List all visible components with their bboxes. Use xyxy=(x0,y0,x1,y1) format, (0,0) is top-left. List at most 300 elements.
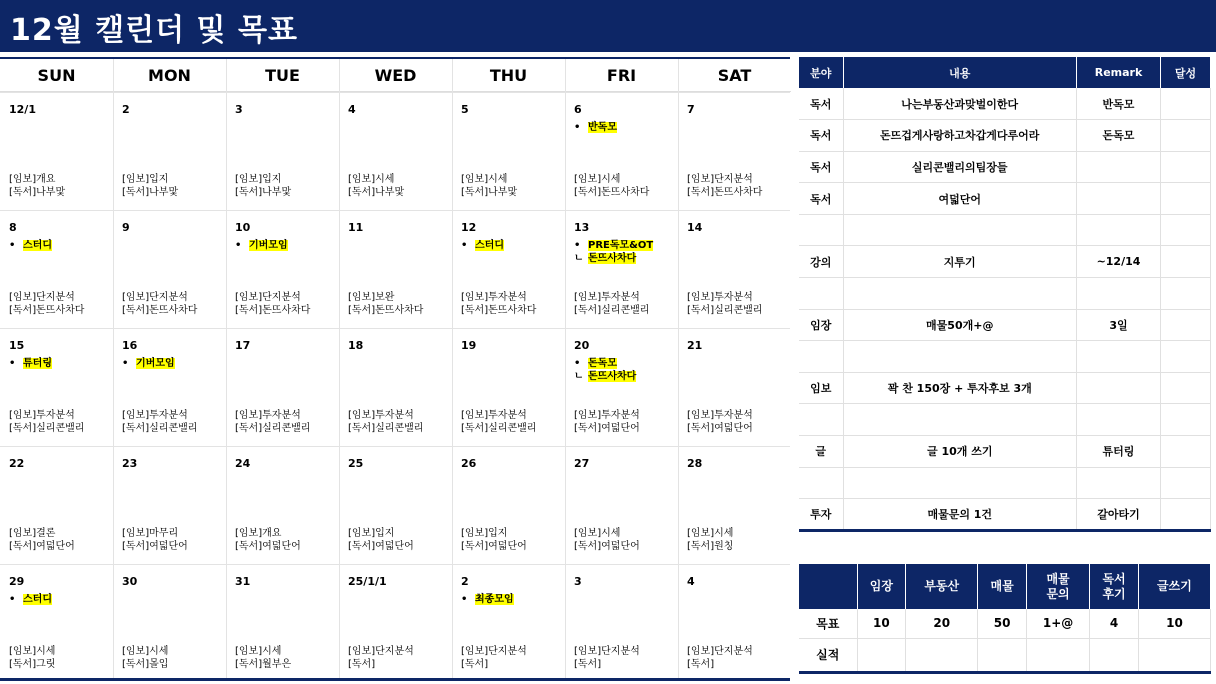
day-plan xyxy=(574,173,649,199)
calendar-day-cell[interactable] xyxy=(113,328,226,446)
achievement-cell[interactable] xyxy=(1161,246,1211,278)
goal-header-cell: 분야 xyxy=(799,57,843,88)
calendar-day-cell[interactable] xyxy=(226,564,339,682)
goal-table xyxy=(799,57,1211,532)
day-plan xyxy=(122,527,188,553)
day-number: 6 xyxy=(574,103,582,116)
plan-imbo: [임보]개요 xyxy=(9,174,56,185)
event-item xyxy=(9,590,52,605)
calendar-day-cell[interactable] xyxy=(452,446,565,564)
day-number: 11 xyxy=(348,221,364,234)
event-label: 스터디 xyxy=(23,240,52,251)
calendar-day-cell[interactable] xyxy=(339,564,452,682)
calendar-day-cell[interactable] xyxy=(565,446,678,564)
plan-reading: [독서]몰입 xyxy=(122,659,169,670)
plan-imbo: [임보]시세 xyxy=(348,174,395,185)
day-number: 21 xyxy=(687,339,703,352)
event-item xyxy=(9,354,52,369)
target-cell: 10 xyxy=(1138,609,1210,638)
plan-imbo: [임보]단지분석 xyxy=(574,646,640,657)
day-plan xyxy=(461,291,536,317)
event-item xyxy=(235,236,288,251)
event-bullet: • xyxy=(9,594,16,605)
target-cell: 1+@ xyxy=(1026,609,1089,638)
plan-reading: [독서] xyxy=(574,659,602,670)
plan-reading: [독서]월부은 xyxy=(235,659,292,670)
event-item xyxy=(574,249,636,264)
goal-header-cell: 내용 xyxy=(843,57,1077,88)
goal-row xyxy=(799,278,1211,310)
goal-cell xyxy=(1077,214,1161,246)
achievement-cell[interactable] xyxy=(1161,183,1211,215)
plan-imbo: [임보]투자분석 xyxy=(348,410,414,421)
calendar-day-cell[interactable] xyxy=(226,328,339,446)
plan-reading: [독서] xyxy=(687,659,715,670)
calendar-day-cell[interactable] xyxy=(226,92,339,210)
achievement-cell[interactable] xyxy=(1161,467,1211,499)
day-plan xyxy=(574,645,640,671)
plan-reading: [독서]여덟단어 xyxy=(348,541,414,552)
day-number: 20 xyxy=(574,339,590,352)
goal-cell: 독서 xyxy=(799,88,843,120)
calendar-day-cell[interactable] xyxy=(565,564,678,682)
day-number: 3 xyxy=(574,575,582,588)
goal-row xyxy=(799,214,1211,246)
goal-cell xyxy=(1077,467,1161,499)
plan-imbo: [임보]단지분석 xyxy=(348,646,414,657)
calendar-day-cell[interactable] xyxy=(678,446,791,564)
goal-cell xyxy=(799,404,843,436)
day-number: 25 xyxy=(348,457,364,470)
plan-reading: [독서]여덟단어 xyxy=(574,423,640,434)
goal-cell xyxy=(843,214,1077,246)
goal-row xyxy=(799,499,1211,531)
day-header-fri: FRI xyxy=(565,59,678,92)
achievement-cell[interactable] xyxy=(1161,341,1211,373)
goal-cell: 매물50개+@ xyxy=(843,309,1077,341)
day-number: 4 xyxy=(687,575,695,588)
plan-imbo: [임보]입지 xyxy=(122,174,169,185)
target-cell[interactable] xyxy=(1138,638,1210,672)
event-item xyxy=(574,367,636,382)
plan-reading: [독서]실리콘밸리 xyxy=(235,423,311,434)
plan-imbo: [임보]단지분석 xyxy=(687,646,753,657)
plan-reading: [독서]실리콘밸리 xyxy=(9,423,85,434)
plan-imbo: [임보]시세 xyxy=(687,528,734,539)
goal-cell xyxy=(1077,341,1161,373)
goal-cell: 투자 xyxy=(799,499,843,531)
goal-row xyxy=(799,246,1211,278)
goal-cell: 돈독모 xyxy=(1077,120,1161,152)
plan-reading: [독서]여덟단어 xyxy=(122,541,188,552)
plan-imbo: [임보]단지분석 xyxy=(687,174,753,185)
day-number: 9 xyxy=(122,221,130,234)
day-plan xyxy=(9,291,84,317)
plan-imbo: [임보]투자분석 xyxy=(574,292,640,303)
target-cell: 10 xyxy=(857,609,906,638)
plan-imbo: [임보]단지분석 xyxy=(9,292,75,303)
event-label: 최종모임 xyxy=(475,594,514,605)
day-number: 5 xyxy=(461,103,469,116)
plan-reading: [독서]여덟단어 xyxy=(9,541,75,552)
day-header-sat: SAT xyxy=(678,59,791,92)
target-row xyxy=(799,609,1211,638)
day-number: 28 xyxy=(687,457,703,470)
achievement-cell[interactable] xyxy=(1161,404,1211,436)
day-plan xyxy=(122,409,197,435)
plan-reading: [독서]원칭 xyxy=(687,541,734,552)
day-plan xyxy=(687,291,762,317)
plan-imbo: [임보]마무리 xyxy=(122,528,179,539)
plan-imbo: [임보]입지 xyxy=(348,528,395,539)
achievement-cell[interactable] xyxy=(1161,499,1211,531)
day-plan xyxy=(122,173,178,199)
achievement-cell[interactable] xyxy=(1161,309,1211,341)
calendar-day-cell[interactable] xyxy=(0,564,113,682)
day-number: 4 xyxy=(348,103,356,116)
day-plan xyxy=(687,527,733,553)
plan-imbo: [임보]투자분석 xyxy=(461,410,527,421)
calendar-day-cell[interactable] xyxy=(678,328,791,446)
day-number: 16 xyxy=(122,339,138,352)
day-number: 26 xyxy=(461,457,477,470)
target-cell[interactable] xyxy=(1026,638,1089,672)
day-plan xyxy=(574,527,640,553)
plan-reading: [독서]나부맟 xyxy=(235,187,292,198)
calendar-day-cell[interactable] xyxy=(565,210,678,328)
plan-imbo: [임보]투자분석 xyxy=(687,410,753,421)
plan-reading: [독서]실리콘밸리 xyxy=(461,423,537,434)
goal-cell: 글 xyxy=(799,436,843,468)
target-header-cell: 매물 xyxy=(978,564,1027,609)
goal-cell xyxy=(843,341,1077,373)
goal-row xyxy=(799,404,1211,436)
event-bullet: • xyxy=(122,358,129,369)
target-cell: 20 xyxy=(906,609,978,638)
goal-cell xyxy=(799,278,843,310)
plan-reading: [독서]돈뜨사차다 xyxy=(9,305,85,316)
calendar-day-cell[interactable] xyxy=(113,446,226,564)
calendar-day-cell[interactable] xyxy=(339,328,452,446)
event-label: 튜터링 xyxy=(23,358,52,369)
goal-cell: 매물문의 1건 xyxy=(843,499,1077,531)
plan-imbo: [임보]단지분석 xyxy=(235,292,301,303)
event-bullet: • xyxy=(574,122,581,133)
day-plan xyxy=(348,291,423,317)
event-bullet: • xyxy=(461,240,468,251)
day-number: 2 xyxy=(122,103,130,116)
goal-row xyxy=(799,436,1211,468)
goal-cell: 독서 xyxy=(799,151,843,183)
day-plan xyxy=(9,409,84,435)
plan-imbo: [임보]투자분석 xyxy=(687,292,753,303)
day-number: 18 xyxy=(348,339,364,352)
event-label: 반독모 xyxy=(588,122,617,133)
plan-imbo: [임보]투자분석 xyxy=(235,410,301,421)
plan-imbo: [임보]단지분석 xyxy=(461,646,527,657)
day-plan xyxy=(235,409,310,435)
day-number: 13 xyxy=(574,221,590,234)
event-bullet: • xyxy=(574,240,581,251)
day-number: 25/1/1 xyxy=(348,575,387,588)
day-number: 27 xyxy=(574,457,590,470)
plan-reading: [독서]나부맟 xyxy=(122,187,179,198)
day-plan xyxy=(235,173,291,199)
achievement-cell[interactable] xyxy=(1161,372,1211,404)
day-number: 30 xyxy=(122,575,138,588)
plan-reading: [독서]실리콘밸리 xyxy=(687,305,763,316)
day-header-tue: TUE xyxy=(226,59,339,92)
target-header-cell: 독서 후기 xyxy=(1090,564,1139,609)
goal-cell: 튜터링 xyxy=(1077,436,1161,468)
event-bullet: • xyxy=(461,594,468,605)
day-header-wed: WED xyxy=(339,59,452,92)
day-number: 31 xyxy=(235,575,251,588)
plan-reading: [독서]여덟단어 xyxy=(687,423,753,434)
achievement-cell[interactable] xyxy=(1161,436,1211,468)
plan-imbo: [임보]단지분석 xyxy=(122,292,188,303)
plan-reading: [독서] xyxy=(348,659,376,670)
achievement-cell[interactable] xyxy=(1161,214,1211,246)
day-plan xyxy=(235,527,301,553)
plan-imbo: [임보]시세 xyxy=(122,646,169,657)
target-header-cell: 부동산 xyxy=(906,564,978,609)
plan-reading: [독서]돈뜨사차다 xyxy=(235,305,311,316)
plan-reading: [독서]돈뜨사차다 xyxy=(461,305,537,316)
plan-reading: [독서] xyxy=(461,659,489,670)
goal-row xyxy=(799,183,1211,215)
target-cell[interactable] xyxy=(1090,638,1139,672)
day-plan xyxy=(461,645,527,671)
target-header-cell xyxy=(799,564,857,609)
calendar xyxy=(0,57,790,682)
target-header-row xyxy=(799,564,1211,609)
goal-cell: 임장 xyxy=(799,309,843,341)
calendar-day-cell[interactable] xyxy=(0,446,113,564)
goal-row xyxy=(799,88,1211,120)
event-bullet: • xyxy=(574,358,581,369)
day-number: 19 xyxy=(461,339,477,352)
day-number: 12/1 xyxy=(9,103,36,116)
day-plan xyxy=(122,291,197,317)
goal-row xyxy=(799,341,1211,373)
target-cell[interactable] xyxy=(857,638,906,672)
day-number: 8 xyxy=(9,221,17,234)
event-item xyxy=(122,354,175,369)
page-title: 12월 캘린더 및 목표 xyxy=(10,13,298,48)
event-label: 돈독모 xyxy=(588,358,617,369)
calendar-day-cell[interactable] xyxy=(565,92,678,210)
target-header-cell: 글쓰기 xyxy=(1138,564,1210,609)
goal-header-cell: 달성 xyxy=(1161,57,1211,88)
plan-reading: [독서]여덟단어 xyxy=(461,541,527,552)
calendar-day-cell[interactable] xyxy=(113,564,226,682)
calendar-day-cell[interactable] xyxy=(226,210,339,328)
day-plan xyxy=(687,645,753,671)
plan-reading: [독서]돈뜨사차다 xyxy=(348,305,424,316)
plan-imbo: [임보]투자분석 xyxy=(461,292,527,303)
plan-reading: [독서]나부맟 xyxy=(461,187,518,198)
target-table xyxy=(799,564,1211,674)
goal-cell: 지투기 xyxy=(843,246,1077,278)
day-number: 29 xyxy=(9,575,25,588)
day-plan xyxy=(348,173,404,199)
event-label: 스터디 xyxy=(23,594,52,605)
calendar-day-cell[interactable] xyxy=(0,92,113,210)
goal-cell: 임보 xyxy=(799,372,843,404)
plan-imbo: [임보]시세 xyxy=(9,646,56,657)
plan-reading: [독서]실리콘밸리 xyxy=(122,423,198,434)
plan-reading: [독서]돈뜨사차다 xyxy=(574,187,650,198)
plan-reading: [독서]나부맟 xyxy=(9,187,66,198)
goal-cell: 돈뜨겁게사랑하고차갑게다루어라 xyxy=(843,120,1077,152)
day-plan xyxy=(235,645,291,671)
plan-imbo: [임보]보완 xyxy=(348,292,395,303)
plan-imbo: [임보]결론 xyxy=(9,528,56,539)
goal-cell: 갈아타기 xyxy=(1077,499,1161,531)
goal-cell: 독서 xyxy=(799,183,843,215)
target-header-cell: 임장 xyxy=(857,564,906,609)
calendar-day-cell[interactable] xyxy=(113,92,226,210)
day-plan xyxy=(9,173,65,199)
goal-cell xyxy=(1077,183,1161,215)
event-label: 기버모임 xyxy=(249,240,288,251)
calendar-day-cell[interactable] xyxy=(678,210,791,328)
event-label: 기버모임 xyxy=(136,358,175,369)
goal-cell: 강의 xyxy=(799,246,843,278)
event-bullet: • xyxy=(9,240,16,251)
achievement-cell[interactable] xyxy=(1161,88,1211,120)
event-label: 스터디 xyxy=(475,240,504,251)
calendar-day-cell[interactable] xyxy=(339,446,452,564)
goal-row xyxy=(799,120,1211,152)
day-plan xyxy=(461,409,536,435)
plan-reading: [독서]여덟단어 xyxy=(235,541,301,552)
goal-row xyxy=(799,372,1211,404)
day-plan xyxy=(348,527,414,553)
event-item xyxy=(9,236,52,251)
goal-cell xyxy=(799,341,843,373)
plan-reading: [독서]실리콘밸리 xyxy=(574,305,650,316)
calendar-day-cell[interactable] xyxy=(0,328,113,446)
target-cell: 실적 xyxy=(799,638,857,672)
target-cell: 50 xyxy=(978,609,1027,638)
event-label: 돈뜨사차다 xyxy=(588,371,637,382)
day-number: 3 xyxy=(235,103,243,116)
goal-row xyxy=(799,467,1211,499)
plan-reading: [독서]실리콘밸리 xyxy=(348,423,424,434)
plan-imbo: [임보]입지 xyxy=(235,174,282,185)
goal-cell xyxy=(1077,278,1161,310)
plan-reading: [독서]돈뜨사차다 xyxy=(687,187,763,198)
goal-cell: 3일 xyxy=(1077,309,1161,341)
day-number: 2 xyxy=(461,575,469,588)
goal-cell: 실리콘밸리의팀장들 xyxy=(843,151,1077,183)
day-number: 14 xyxy=(687,221,703,234)
day-plan xyxy=(687,173,762,199)
calendar-day-cell[interactable] xyxy=(339,210,452,328)
target-header-cell: 매물 문의 xyxy=(1026,564,1089,609)
goal-row xyxy=(799,309,1211,341)
event-item xyxy=(461,236,504,251)
plan-imbo: [임보]입지 xyxy=(461,528,508,539)
day-plan xyxy=(235,291,310,317)
calendar-day-cell[interactable] xyxy=(452,564,565,682)
day-plan xyxy=(122,645,168,671)
achievement-cell[interactable] xyxy=(1161,151,1211,183)
goal-cell: 글 10개 쓰기 xyxy=(843,436,1077,468)
goal-header-row xyxy=(799,57,1211,88)
calendar-day-cell[interactable] xyxy=(678,92,791,210)
calendar-day-cell[interactable] xyxy=(678,564,791,682)
calendar-day-cell[interactable] xyxy=(0,210,113,328)
calendar-day-cell[interactable] xyxy=(452,92,565,210)
day-number: 10 xyxy=(235,221,251,234)
event-bullet: ㄴ xyxy=(574,371,584,382)
goal-cell xyxy=(1077,151,1161,183)
day-plan xyxy=(348,645,414,671)
event-bullet: • xyxy=(235,240,242,251)
plan-reading: [독서]돈뜨사차다 xyxy=(122,305,198,316)
calendar-day-cell[interactable] xyxy=(113,210,226,328)
day-plan xyxy=(461,173,517,199)
goal-cell xyxy=(843,278,1077,310)
goal-cell xyxy=(1077,404,1161,436)
achievement-cell[interactable] xyxy=(1161,120,1211,152)
plan-imbo: [임보]투자분석 xyxy=(9,410,75,421)
day-plan xyxy=(574,409,640,435)
plan-imbo: [임보]개요 xyxy=(235,528,282,539)
plan-imbo: [임보]시세 xyxy=(235,646,282,657)
day-number: 22 xyxy=(9,457,25,470)
goal-cell: ~12/14 xyxy=(1077,246,1161,278)
day-number: 12 xyxy=(461,221,477,234)
goal-cell: 나는부동산과맞벌이한다 xyxy=(843,88,1077,120)
achievement-cell[interactable] xyxy=(1161,278,1211,310)
event-item xyxy=(461,590,514,605)
day-number: 7 xyxy=(687,103,695,116)
target-cell: 4 xyxy=(1090,609,1139,638)
calendar-day-cell[interactable] xyxy=(339,92,452,210)
calendar-day-cell[interactable] xyxy=(226,446,339,564)
day-header-thu: THU xyxy=(452,59,565,92)
goal-cell xyxy=(1077,372,1161,404)
goal-cell xyxy=(843,467,1077,499)
plan-reading: [독서]그릿 xyxy=(9,659,56,670)
goal-cell xyxy=(799,214,843,246)
event-bullet: ㄴ xyxy=(574,253,584,264)
goal-cell xyxy=(799,467,843,499)
day-number: 15 xyxy=(9,339,25,352)
page-header xyxy=(0,0,1216,52)
target-cell: 목표 xyxy=(799,609,857,638)
calendar-day-cell[interactable] xyxy=(565,328,678,446)
plan-imbo: [임보]투자분석 xyxy=(122,410,188,421)
goal-row xyxy=(799,151,1211,183)
target-cell[interactable] xyxy=(906,638,978,672)
goal-cell: 독서 xyxy=(799,120,843,152)
day-plan xyxy=(348,409,423,435)
day-number: 24 xyxy=(235,457,251,470)
calendar-day-cell[interactable] xyxy=(452,210,565,328)
day-header-sun: SUN xyxy=(0,59,113,92)
day-plan xyxy=(574,291,649,317)
actual-row xyxy=(799,638,1211,672)
event-label: PRE독모&OT xyxy=(588,240,654,251)
target-cell[interactable] xyxy=(978,638,1027,672)
calendar-day-cell[interactable] xyxy=(452,328,565,446)
day-plan xyxy=(9,527,75,553)
